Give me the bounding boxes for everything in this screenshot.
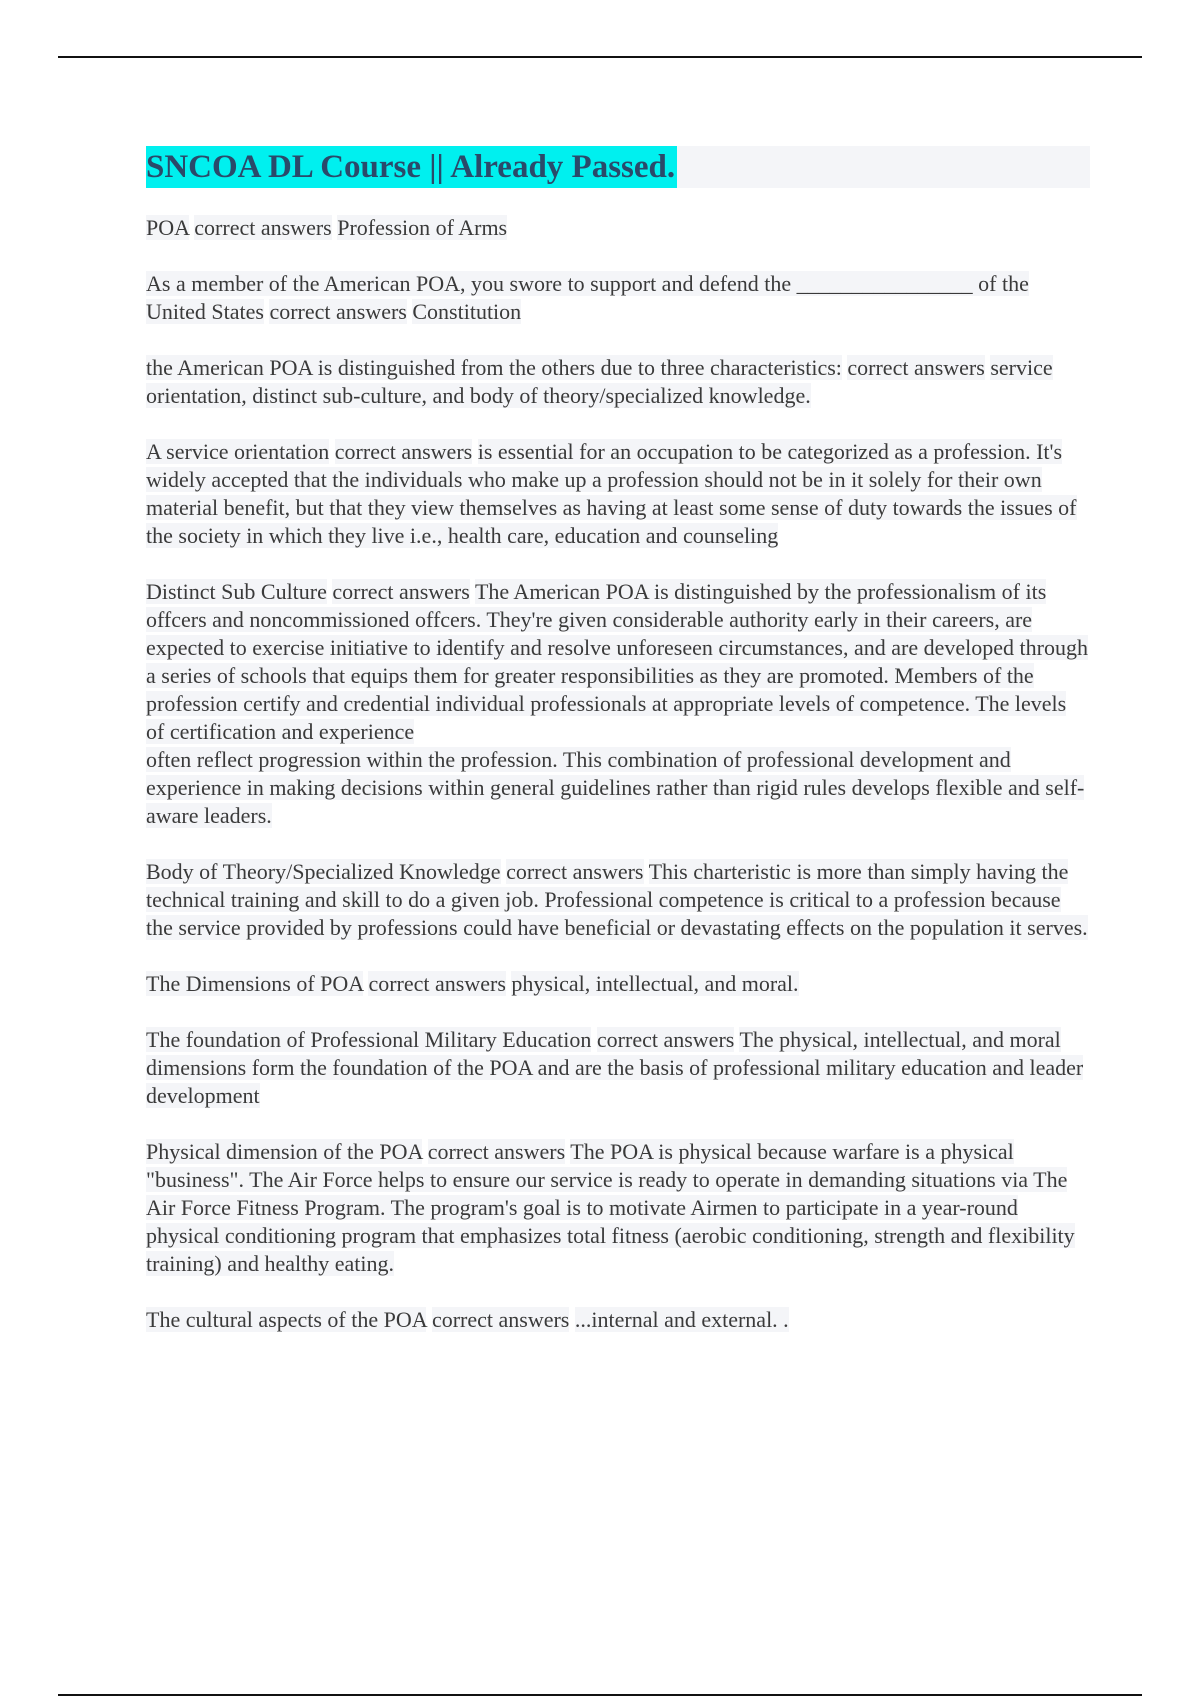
qa-answer: The POA is physical because warfare is a physical "business". The Air Force helps to ensure our service is ready to operate in demanding situations via The Air Force Fitness Program. The program's goal is to motivate Airmen to participate in a year-round physical conditioning program that emphasizes total fitness (aerobic conditioning, strength and flexibility training) and healthy eating.	[146, 1139, 1075, 1276]
qa-separator: correct answers	[427, 1139, 566, 1164]
header-rule	[58, 56, 1142, 58]
qa-separator: correct answers	[334, 439, 473, 464]
qa-question: POA	[146, 215, 189, 240]
qa-answer: The physical, intellectual, and moral dimensions form the foundation of the POA and are the basis of professional military education and leader development	[146, 1027, 1084, 1108]
qa-entry	[146, 1026, 1090, 1110]
title-band	[146, 146, 1090, 188]
qa-answer: service orientation, distinct sub-culture, and body of theory/specialized knowledge.	[146, 355, 1053, 408]
qa-entry	[146, 578, 1090, 830]
qa-entry	[146, 438, 1090, 550]
qa-question: Body of Theory/Specialized Knowledge	[146, 859, 501, 884]
qa-entry	[146, 970, 1090, 998]
qa-separator: correct answers	[847, 355, 985, 380]
qa-separator: correct answers	[332, 579, 470, 604]
qa-separator: correct answers	[431, 1307, 570, 1332]
qa-question: Physical dimension of the POA	[146, 1139, 423, 1164]
qa-question: Distinct Sub Culture	[146, 579, 327, 604]
footer-rule	[58, 1694, 1142, 1696]
qa-separator: correct answers	[506, 859, 644, 884]
qa-answer: Constitution	[412, 299, 522, 324]
qa-question: The Dimensions of POA	[146, 971, 363, 996]
document-title: SNCOA DL Course || Already Passed.	[146, 146, 677, 188]
qa-separator: correct answers	[368, 971, 506, 996]
document-body	[146, 146, 1090, 1362]
qa-separator: correct answers	[596, 1027, 735, 1052]
qa-separator: correct answers	[269, 299, 407, 324]
qa-entry	[146, 1138, 1090, 1278]
qa-answer: This charteristic is more than simply having the technical training and skill to do a given job. Professional competence is critical to a profession because the service provided by professions could have beneficial or devastating effects on the population it serves.	[146, 859, 1088, 940]
qa-question: As a member of the American POA, you swore to support and defend the ________________ of the United States	[146, 271, 1029, 324]
qa-separator: correct answers	[194, 215, 332, 240]
qa-entry	[146, 354, 1090, 410]
qa-answer: physical, intellectual, and moral.	[511, 971, 799, 996]
qa-entry	[146, 214, 1090, 242]
qa-question: A service orientation	[146, 439, 330, 464]
qa-answer: The American POA is distinguished by the professionalism of its offcers and noncommissioned offcers. They're given considerable authority early in their careers, are expected to exercise initiative to identify and resolve unforeseen circumstances, and are developed through a series of schools that equips them for greater responsibilities as they are promoted. Members of the profession certify and credential individual professionals at appropriate levels of competence. The levels of certification and experience often reflect progression within the profession. This combination of professional development and experience in making decisions within general guidelines rather than rigid rules develops flexible and self-aware leaders.	[146, 579, 1088, 828]
qa-entry	[146, 270, 1090, 326]
qa-entry	[146, 858, 1090, 942]
qa-question: The cultural aspects of the POA	[146, 1307, 427, 1332]
qa-question: the American POA is distinguished from the others due to three characteristics:	[146, 355, 842, 380]
qa-answer: is essential for an occupation to be categorized as a profession. It's widely accepted that the individuals who make up a profession should not be in it solely for their own material benefit, but that they view themselves as having at least some sense of duty towards the issues of the society in which they live i.e., health care, education and counseling	[146, 439, 1077, 548]
qa-answer: ...internal and external. .	[574, 1307, 789, 1332]
qa-entry	[146, 1306, 1090, 1334]
qa-question: The foundation of Professional Military Education	[146, 1027, 592, 1052]
qa-answer: Profession of Arms	[337, 215, 508, 240]
